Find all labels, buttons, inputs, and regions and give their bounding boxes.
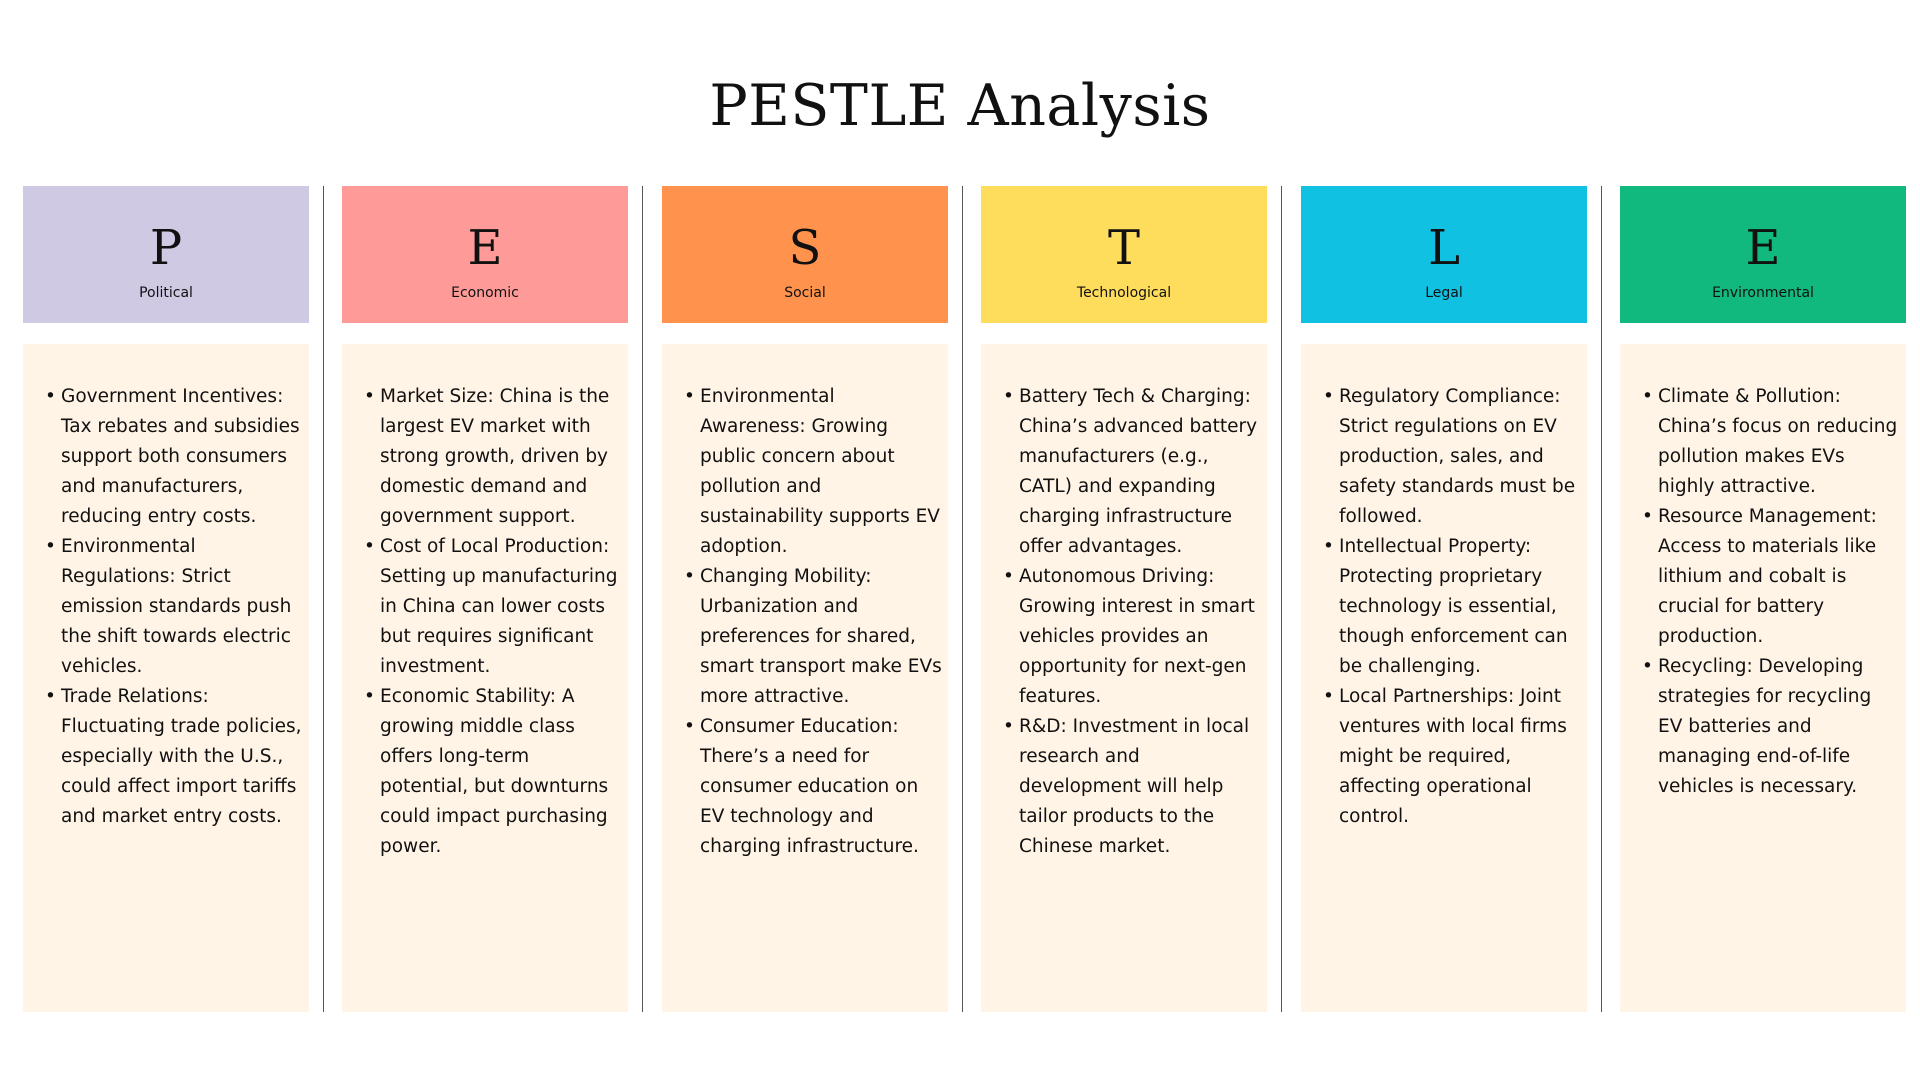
bullet-item [1323, 382, 1581, 532]
bullet-text: Government Incentives: Tax rebates and subsidies support both consumers and manufacturers, reducing entry costs. [61, 386, 300, 527]
pestle-column-social [662, 186, 948, 1012]
bullet-dot-icon: • [364, 536, 375, 557]
bullet-dot-icon: • [1323, 536, 1334, 557]
column-header-legal [1301, 186, 1587, 323]
bullet-item [1323, 532, 1581, 682]
bullet-text: Changing Mobility: Urbanization and preferences for shared, smart transport make EVs more attractive. [700, 566, 942, 707]
bullet-text: Environmental Awareness: Growing public concern about pollution and sustainability supports EV adoption. [700, 386, 940, 557]
pestle-column-economic [342, 186, 628, 1012]
bullet-dot-icon: • [1003, 716, 1014, 737]
bullet-item [45, 682, 303, 832]
bullet-list [684, 382, 942, 862]
column-category: Technological [1076, 285, 1172, 301]
bullet-dot-icon: • [1323, 686, 1334, 707]
column-letter: L [1428, 220, 1460, 276]
bullet-text: Climate & Pollution: China’s focus on reducing pollution makes EVs highly attractive. [1658, 386, 1898, 497]
bullet-text: Market Size: China is the largest EV market with strong growth, driven by domestic demand and government support. [380, 386, 610, 527]
column-category: Environmental [1712, 285, 1814, 301]
bullet-dot-icon: • [1642, 506, 1653, 527]
bullet-dot-icon: • [1003, 566, 1014, 587]
column-body-economic [342, 344, 628, 1012]
bullet-text: Recycling: Developing strategies for recycling EV batteries and managing end-of-life vehicles is necessary. [1658, 656, 1872, 797]
column-divider [1281, 186, 1282, 1012]
bullet-text: Battery Tech & Charging: China’s advanced battery manufacturers (e.g., CATL) and expanding charging infrastructure offer advantages. [1019, 386, 1258, 557]
bullet-dot-icon: • [684, 566, 695, 587]
bullet-text: Consumer Education: There’s a need for consumer education on EV technology and charging infrastructure. [700, 716, 919, 857]
column-header-economic [342, 186, 628, 323]
bullet-text: Resource Management: Access to materials like lithium and cobalt is crucial for battery production. [1658, 506, 1877, 647]
column-header-political [23, 186, 309, 323]
bullet-item [45, 532, 303, 682]
bullet-text: Autonomous Driving: Growing interest in smart vehicles provides an opportunity for next-gen features. [1019, 566, 1255, 707]
bullet-dot-icon: • [45, 686, 56, 707]
column-letter: E [467, 220, 503, 276]
column-category: Political [139, 285, 193, 301]
bullet-item [1323, 682, 1581, 832]
page-title: PESTLE Analysis [709, 73, 1211, 139]
bullet-item [1003, 712, 1261, 862]
bullet-item [1642, 652, 1900, 802]
bullet-item [364, 382, 622, 532]
column-divider [1601, 186, 1602, 1012]
bullet-text: Cost of Local Production: Setting up manufacturing in China can lower costs but requires significant investment. [380, 536, 618, 677]
bullet-text: Environmental Regulations: Strict emission standards push the shift towards electric vehicles. [61, 536, 292, 677]
column-letter: E [1745, 220, 1781, 276]
column-category: Legal [1425, 285, 1463, 301]
bullet-text: Trade Relations: Fluctuating trade policies, especially with the U.S., could affect import tariffs and market entry costs. [61, 686, 302, 827]
column-header-technological [981, 186, 1267, 323]
column-category: Economic [451, 285, 519, 301]
column-letter: S [788, 220, 822, 276]
bullet-dot-icon: • [684, 716, 695, 737]
bullet-item [1003, 382, 1261, 562]
column-header-environmental [1620, 186, 1906, 323]
bullet-text: Economic Stability: A growing middle class offers long-term potential, but downturns could impact purchasing power. [380, 686, 609, 857]
bullet-dot-icon: • [1642, 656, 1653, 677]
pestle-column-environmental [1620, 186, 1906, 1012]
bullet-text: Regulatory Compliance: Strict regulations on EV production, sales, and safety standards must be followed. [1339, 386, 1576, 527]
bullet-dot-icon: • [364, 686, 375, 707]
bullet-dot-icon: • [684, 386, 695, 407]
bullet-dot-icon: • [45, 536, 56, 557]
bullet-item [1642, 502, 1900, 652]
bullet-dot-icon: • [1003, 386, 1014, 407]
column-divider [323, 186, 324, 1012]
bullet-list [45, 382, 303, 832]
column-body-environmental [1620, 344, 1906, 1012]
bullet-dot-icon: • [1323, 386, 1334, 407]
pestle-column-political [23, 186, 309, 1012]
bullet-dot-icon: • [364, 386, 375, 407]
pestle-column-legal [1301, 186, 1587, 1012]
bullet-text: Local Partnerships: Joint ventures with local firms might be required, affecting operational control. [1339, 686, 1567, 827]
bullet-list [1003, 382, 1261, 862]
bullet-item [684, 562, 942, 712]
column-body-technological [981, 344, 1267, 1012]
column-body-legal [1301, 344, 1587, 1012]
bullet-list [364, 382, 622, 862]
bullet-text: R&D: Investment in local research and development will help tailor products to the Chinese market. [1019, 716, 1250, 857]
column-letter: P [149, 220, 183, 276]
bullet-item [364, 532, 622, 682]
column-body-political [23, 344, 309, 1012]
bullet-dot-icon: • [1642, 386, 1653, 407]
bullet-item [1003, 562, 1261, 712]
pestle-column-technological [981, 186, 1267, 1012]
bullet-item [1642, 382, 1900, 502]
bullet-list [1642, 382, 1900, 802]
bullet-dot-icon: • [45, 386, 56, 407]
bullet-text: Intellectual Property: Protecting proprietary technology is essential, though enforcement can be challenging. [1339, 536, 1568, 677]
bullet-list [1323, 382, 1581, 832]
column-divider [642, 186, 643, 1012]
bullet-item [684, 712, 942, 862]
bullet-item [45, 382, 303, 532]
column-body-social [662, 344, 948, 1012]
column-header-social [662, 186, 948, 323]
column-category: Social [784, 285, 826, 301]
bullet-item [364, 682, 622, 862]
bullet-item [684, 382, 942, 562]
column-letter: T [1107, 220, 1140, 276]
column-divider [962, 186, 963, 1012]
